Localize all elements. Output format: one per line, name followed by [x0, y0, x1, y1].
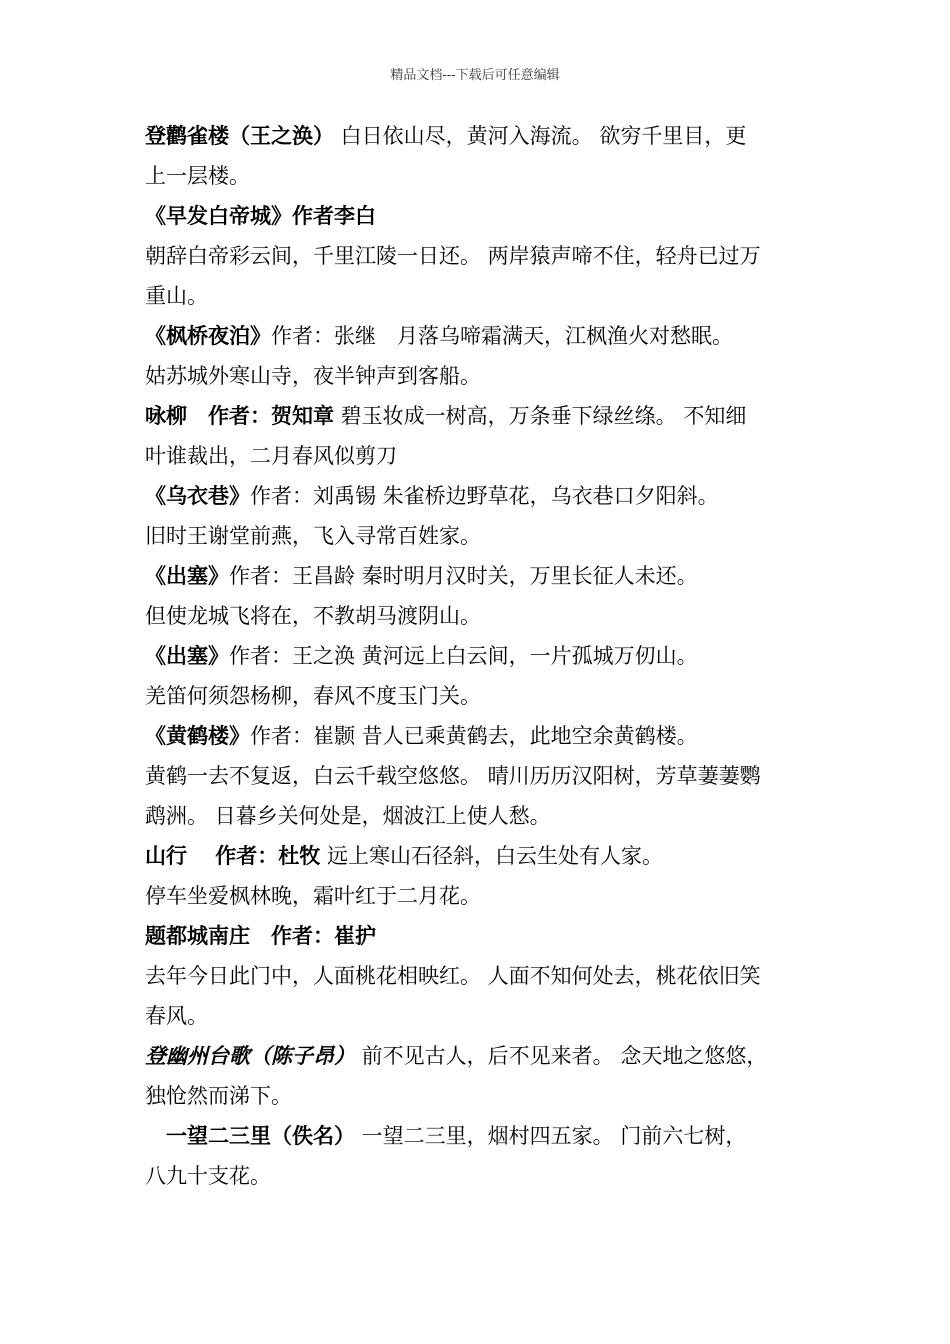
text-line	[145, 316, 825, 356]
poem-text: 作者：王昌龄 秦时明月汉时关，万里长征人未还。	[229, 564, 698, 588]
text-line	[145, 996, 825, 1036]
text-line	[145, 636, 825, 676]
poem-title: 山行 作者：杜牧	[145, 844, 321, 868]
poem-text: 去年今日此门中，人面桃花相映红。 人面不知何处去，桃花依旧笑	[145, 964, 761, 988]
text-line	[145, 556, 825, 596]
poem-text: 独怆然而涕下。	[145, 1084, 292, 1108]
poem-text: 但使龙城飞将在，不教胡马渡阴山。	[145, 604, 481, 628]
text-line	[145, 116, 825, 156]
poem-title: 《早发白帝城》作者李白	[145, 204, 376, 228]
text-line	[145, 516, 825, 556]
poem-text: 上一层楼。	[145, 164, 250, 188]
poem-text: 旧时王谢堂前燕，飞入寻常百姓家。	[145, 524, 481, 548]
poem-title: 《黄鹤楼》	[145, 724, 250, 748]
poem-text: 作者：张继 月落乌啼霜满天，江枫渔火对愁眠。	[271, 324, 733, 348]
poem-text: 重山。	[145, 284, 208, 308]
text-line	[145, 916, 825, 956]
poem-list	[145, 116, 825, 1196]
poem-title: 咏柳 作者：贺知章	[145, 404, 334, 428]
poem-text: 羌笛何须怨杨柳，春风不度玉门关。	[145, 684, 481, 708]
text-line	[145, 596, 825, 636]
poem-text: 黄鹤一去不复返，白云千载空悠悠。 晴川历历汉阳树，芳草萋萋鹦	[145, 764, 761, 788]
text-line	[145, 876, 825, 916]
poem-text: 朝辞白帝彩云间，千里江陵一日还。 两岸猿声啼不住，轻舟已过万	[145, 244, 761, 268]
poem-text: 作者：崔颢 昔人已乘黄鹤去，此地空余黄鹤楼。	[250, 724, 698, 748]
text-line	[145, 436, 825, 476]
text-line	[145, 676, 825, 716]
poem-title: 一望二三里（佚名）	[145, 1124, 355, 1148]
text-line	[145, 1036, 825, 1076]
poem-title: 登幽州台歌（陈子昂）	[145, 1044, 355, 1068]
text-line	[145, 396, 825, 436]
text-line	[145, 1076, 825, 1116]
poem-text: 碧玉妆成一树高，万条垂下绿丝绦。 不知细	[334, 404, 747, 428]
poem-text: 作者：刘禹锡 朱雀桥边野草花，乌衣巷口夕阳斜。	[250, 484, 719, 508]
poem-text: 八九十支花。	[145, 1164, 271, 1188]
poem-text: 作者：王之涣 黄河远上白云间，一片孤城万仞山。	[229, 644, 698, 668]
text-line	[145, 716, 825, 756]
text-line	[145, 476, 825, 516]
poem-text: 姑苏城外寒山寺，夜半钟声到客船。	[145, 364, 481, 388]
text-line	[145, 356, 825, 396]
poem-text: 鹉洲。 日暮乡关何处是，烟波江上使人愁。	[145, 804, 551, 828]
poem-title: 《出塞》	[145, 644, 229, 668]
text-line	[145, 836, 825, 876]
text-line	[145, 1156, 825, 1196]
text-line	[145, 1116, 825, 1156]
text-line	[145, 796, 825, 836]
text-line	[145, 756, 825, 796]
poem-text: 叶谁裁出，二月春风似剪刀	[145, 444, 397, 468]
text-line	[145, 236, 825, 276]
poem-text: 前不见古人，后不见来者。 念天地之悠悠，	[355, 1044, 768, 1068]
text-line	[145, 276, 825, 316]
text-line	[145, 956, 825, 996]
poem-text: 远上寒山石径斜，白云生处有人家。	[320, 844, 663, 868]
poem-title: 题都城南庄 作者：崔护	[145, 924, 376, 948]
poem-text: 白日依山尽，黄河入海流。 欲穷千里目，更	[334, 124, 747, 148]
poem-text: 一望二三里，烟村四五家。 门前六七树，	[355, 1124, 747, 1148]
poem-title: 《枫桥夜泊》	[145, 324, 271, 348]
page-header: 精品文档---下载后可任意编辑	[390, 68, 560, 83]
text-line	[145, 196, 825, 236]
poem-title: 登鹳雀楼（王之涣）	[145, 124, 334, 148]
poem-title: 《乌衣巷》	[145, 484, 250, 508]
poem-text: 春风。	[145, 1004, 208, 1028]
text-line	[145, 156, 825, 196]
poem-text: 停车坐爱枫林晚，霜叶红于二月花。	[145, 884, 481, 908]
poem-title: 《出塞》	[145, 564, 229, 588]
